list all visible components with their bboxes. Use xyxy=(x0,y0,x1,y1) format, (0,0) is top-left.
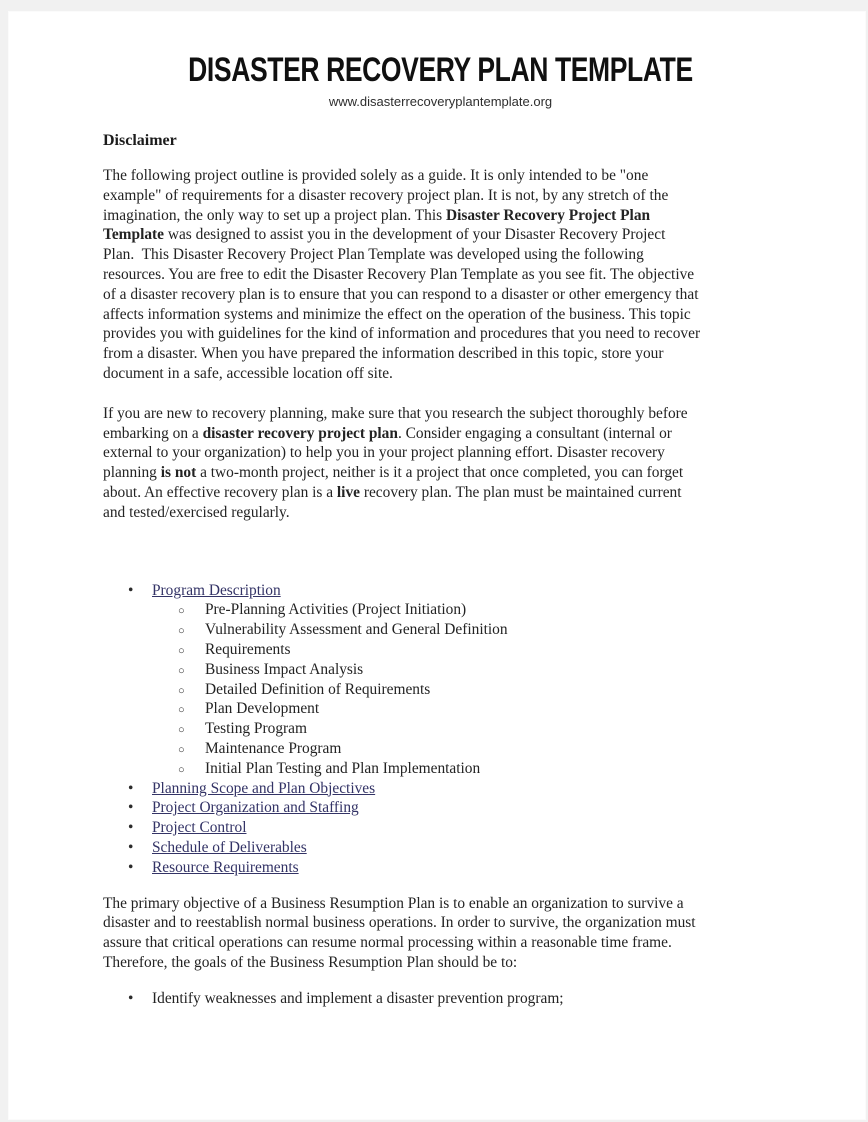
outline-link[interactable]: Project Control xyxy=(152,819,247,837)
prevention-goal-item xyxy=(103,989,778,1009)
outline-link-item xyxy=(103,818,778,838)
outline-link-item xyxy=(103,858,778,878)
objective-paragraph: The primary objective of a Business Resumption Plan is to enable an organization to survive a disaster and to reestablish normal business operations. In order to survive, the organization must assure that critical operations can resume normal processing within a reasonable time frame. Therefore, the goals of the Business Resumption Plan should be to: xyxy=(103,894,696,971)
bullet-icon: • xyxy=(128,989,134,1007)
outline-sub-label: Plan Development xyxy=(205,700,320,718)
document-page xyxy=(8,11,866,1120)
outline-link[interactable]: Planning Scope and Plan Objectives xyxy=(152,779,376,797)
outline-sub-item xyxy=(103,739,778,759)
outline-sub-item xyxy=(103,660,778,680)
bullet-icon: • xyxy=(128,779,134,797)
prevention-goal-label: Identify weaknesses and implement a disaster prevention program; xyxy=(152,989,564,1007)
outline-sub-item xyxy=(103,640,778,660)
outline-link[interactable]: Resource Requirements xyxy=(152,858,299,876)
disclaimer-heading: Disclaimer xyxy=(103,132,177,149)
outline-sub-label: Testing Program xyxy=(205,720,307,738)
circle-bullet-icon: ○ xyxy=(178,684,185,697)
outline-link-item xyxy=(103,581,778,601)
outline-link[interactable]: Project Organization and Staffing xyxy=(152,799,359,817)
outline-sub-item xyxy=(103,699,778,719)
circle-bullet-icon: ○ xyxy=(178,763,185,776)
bullet-icon: • xyxy=(128,581,134,599)
site-url: www.disasterrecoveryplantemplate.org xyxy=(328,94,553,109)
circle-bullet-icon: ○ xyxy=(178,743,185,756)
outline-sub-item xyxy=(103,600,778,620)
outline-link[interactable]: Schedule of Deliverables xyxy=(152,838,307,856)
outline-sub-label: Business Impact Analysis xyxy=(205,660,364,678)
outline-sub-item xyxy=(103,719,778,739)
outline-sub-item xyxy=(103,680,778,700)
outline-sub-label: Vulnerability Assessment and General Definition xyxy=(205,621,508,639)
circle-bullet-icon: ○ xyxy=(178,704,185,717)
circle-bullet-icon: ○ xyxy=(178,724,185,737)
outline-sub-label: Pre-Planning Activities (Project Initiation) xyxy=(205,601,467,619)
bullet-icon: • xyxy=(128,799,134,817)
outline-sub-label: Initial Plan Testing and Plan Implementation xyxy=(205,759,481,777)
outline-link-item xyxy=(103,798,778,818)
outline-list xyxy=(103,581,778,878)
bullet-icon: • xyxy=(128,858,134,876)
outline-sub-item xyxy=(103,620,778,640)
outline-link-item xyxy=(103,838,778,858)
bullet-icon: • xyxy=(128,838,134,856)
circle-bullet-icon: ○ xyxy=(178,644,185,657)
outline-link[interactable]: Program Description xyxy=(152,581,281,599)
outline-sub-label: Requirements xyxy=(205,640,291,658)
outline-link-item xyxy=(103,779,778,799)
bullet-icon: • xyxy=(128,819,134,837)
outline-sub-label: Maintenance Program xyxy=(205,739,342,757)
outline-sub-item xyxy=(103,759,778,779)
circle-bullet-icon: ○ xyxy=(178,625,185,638)
advice-paragraph: If you are new to recovery planning, make sure that you research the subject thoroughly before embarking on a disaster recovery project plan. Consider engaging a consultant (internal or external to your organization) to help you in your project planning effort. Disaster recovery planning is not a two-month project, neither is it a project that once completed, you can forget about. An effective recovery plan is a live recovery plan. The plan must be maintained current and tested/exercised regularly. xyxy=(103,404,688,521)
circle-bullet-icon: ○ xyxy=(178,664,185,677)
circle-bullet-icon: ○ xyxy=(178,605,185,618)
intro-paragraph: The following project outline is provided solely as a guide. It is only intended to be "one example" of requirements for a disaster recovery project plan. It is not, by any stretch of the imagination, the only way to set up a project plan. This Disaster Recovery Project Plan Template was designed to assist you in the development of your Disaster Recovery Project Plan. This Disaster Recovery Project Plan Template was developed using the following resources. You are free to edit the Disaster Recovery Plan Template as you see fit. The objective of a disaster recovery plan is to ensure that you can respond to a disaster or other emergency that affects information systems and minimize the effect on the operation of the business. This topic provides you with guidelines for the kind of information and procedures that you need to recover from a disaster. When you have prepared the information described in this topic, store your document in a safe, accessible location off site. xyxy=(103,167,701,382)
page-title: DISASTER RECOVERY PLAN TEMPLATE xyxy=(188,51,693,89)
outline-sub-label: Detailed Definition of Requirements xyxy=(205,680,431,698)
